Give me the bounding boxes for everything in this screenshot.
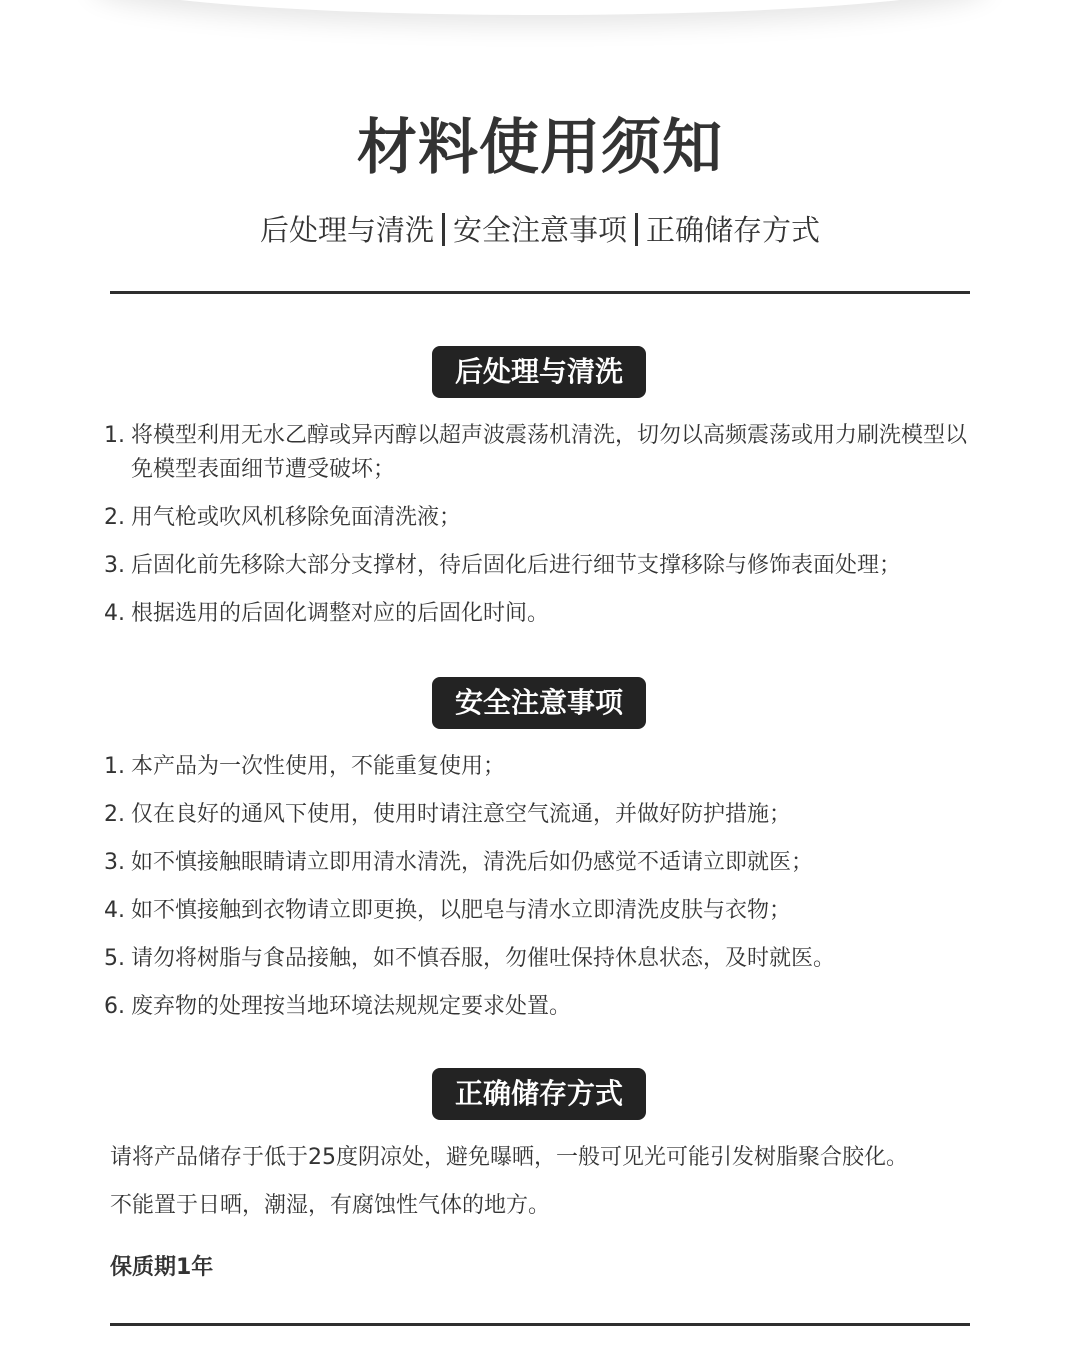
safety-list — [104, 750, 974, 1038]
subtitle-separator — [442, 213, 445, 246]
top-divider — [110, 291, 970, 294]
subtitle-part-2: 安全注意事项 — [452, 213, 627, 247]
storage-paragraph: 不能置于日晒，潮湿，有腐蚀性气体的地方。 — [110, 1193, 551, 1218]
section-heading-storage: 正确储存方式 — [432, 1068, 646, 1120]
storage-paragraph: 请将产品储存于低于25度阴凉处，避免曝晒，一般可见光可能引发树脂聚合胶化。 — [110, 1145, 908, 1170]
list-item: 3. 如不慎接触眼睛请立即用清水清洗，清洗后如仍感觉不适请立即就医； — [104, 850, 814, 875]
bottom-divider — [110, 1323, 970, 1326]
post-processing-list — [104, 419, 974, 645]
subtitle — [0, 208, 1080, 252]
section-heading-post-processing: 后处理与清洗 — [432, 346, 646, 398]
subtitle-part-1: 后处理与清洗 — [259, 213, 434, 247]
top-shadow-decoration — [90, 0, 990, 15]
list-item: 6. 废弃物的处理按当地环境法规规定要求处置。 — [104, 994, 572, 1019]
list-item: 1. 将模型利用无水乙醇或异丙醇以超声波震荡机清洗，切勿以高频震荡或用力刷洗模型以免模型表面细节遭受破坏； — [104, 423, 968, 482]
section-heading-safety: 安全注意事项 — [432, 677, 646, 729]
subtitle-separator — [635, 213, 638, 246]
list-item: 5. 请勿将树脂与食品接触，如不慎吞服，勿催吐保持休息状态，及时就医。 — [104, 946, 836, 971]
subtitle-part-3: 正确储存方式 — [646, 213, 821, 247]
shelf-life: 保质期1年 — [110, 1255, 214, 1280]
list-item: 2. 仅在良好的通风下使用，使用时请注意空气流通，并做好防护措施； — [104, 802, 792, 827]
list-item: 4. 如不慎接触到衣物请立即更换，以肥皂与清水立即清洗皮肤与衣物； — [104, 898, 792, 923]
list-item: 3. 后固化前先移除大部分支撑材，待后固化后进行细节支撑移除与修饰表面处理； — [104, 553, 902, 578]
list-item: 4. 根据选用的后固化调整对应的后固化时间。 — [104, 601, 550, 626]
list-item: 2. 用气枪或吹风机移除免面清洗液； — [104, 505, 462, 530]
list-item: 1. 本产品为一次性使用，不能重复使用； — [104, 754, 506, 779]
page-title: 材料使用须知 — [357, 113, 723, 183]
